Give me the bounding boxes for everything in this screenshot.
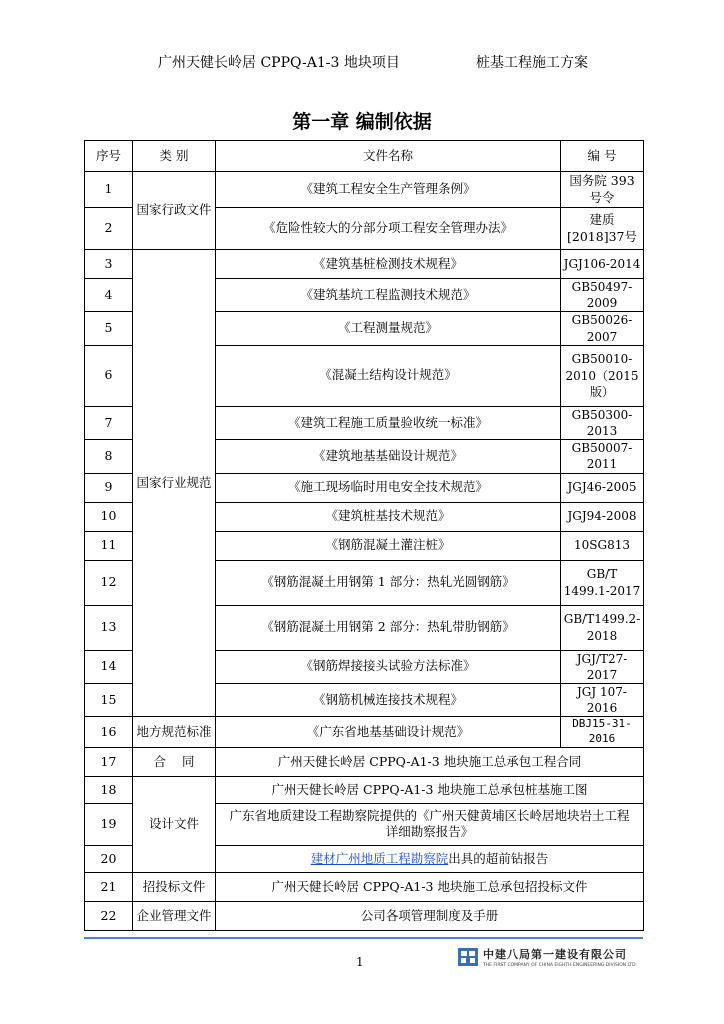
category-cell: 设计文件 — [133, 776, 216, 872]
row-no: 22 — [85, 901, 133, 930]
table-row — [85, 901, 644, 930]
row-code: JGJ94-2008 — [561, 502, 644, 531]
basis-table — [84, 140, 644, 931]
row-no: 3 — [85, 250, 133, 279]
row-name: 《工程测量规范》 — [216, 312, 561, 345]
row-no: 13 — [85, 605, 133, 650]
company-name: 中建八局第一建设有限公司 — [483, 948, 627, 961]
row-name: 广州天健长岭居 CPPQ-A1-3 地块施工总承包工程合同 — [216, 747, 644, 776]
row-name: 《钢筋混凝土用钢第 1 部分：热轧光圆钢筋》 — [216, 560, 561, 605]
chapter-title: 第一章 编制依据 — [292, 111, 432, 133]
row-no: 1 — [85, 172, 133, 208]
category-cell: 合 同 — [133, 747, 216, 776]
row-code: GB50026-2007 — [561, 312, 644, 345]
page-number: 1 — [356, 955, 364, 969]
row-name: 《混凝土结构设计规范》 — [216, 345, 561, 406]
table-row — [85, 747, 644, 776]
table-row — [85, 872, 644, 901]
row-code: GB/T 1499.1-2017 — [561, 560, 644, 605]
row-no: 7 — [85, 406, 133, 439]
row-name: 广州天健长岭居 CPPQ-A1-3 地块施工总承包桩基施工图 — [216, 776, 644, 803]
header-doc-name: 桩基工程施工方案 — [476, 55, 588, 71]
header-project: 广州天健长岭居 CPPQ-A1-3 地块项目 — [158, 55, 400, 71]
row-code: 国务院 393 号令 — [561, 172, 644, 208]
row-no: 20 — [85, 845, 133, 872]
row-code: 建质[2018]37号 — [561, 208, 644, 250]
table-row — [85, 250, 644, 279]
row-no: 17 — [85, 747, 133, 776]
header-document-name: 文件名称 — [216, 141, 561, 172]
page-header — [0, 52, 724, 76]
row-no: 5 — [85, 312, 133, 345]
category-cell: 国家行政文件 — [133, 172, 216, 250]
category-cell: 招投标文件 — [133, 872, 216, 901]
row-name: 《建筑工程安全生产管理条例》 — [216, 172, 561, 208]
row-no: 9 — [85, 473, 133, 502]
row-name: 《钢筋机械连接技术规程》 — [216, 683, 561, 716]
row-name: 广东省地质建设工程勘察院提供的《广州天健黄埔区长岭居地块岩土工程详细勘察报告》 — [216, 803, 644, 845]
row-name: 广州天健长岭居 CPPQ-A1-3 地块施工总承包招投标文件 — [216, 872, 644, 901]
row-no: 12 — [85, 560, 133, 605]
header-category: 类 别 — [133, 141, 216, 172]
row-name: 《建筑基桩检测技术规程》 — [216, 250, 561, 279]
row-name-rest: 出具的超前钻报告 — [448, 850, 549, 866]
table-row — [85, 172, 644, 208]
row-no: 19 — [85, 803, 133, 845]
category-cell: 企业管理文件 — [133, 901, 216, 930]
row-no: 8 — [85, 440, 133, 473]
row-name: 《建筑基坑工程监测技术规范》 — [216, 279, 561, 312]
row-name: 《建筑地基基础设计规范》 — [216, 440, 561, 473]
category-cell: 地方规范标准 — [133, 717, 216, 748]
row-no: 4 — [85, 279, 133, 312]
category-cell: 国家行业规范 — [133, 250, 216, 717]
row-no: 14 — [85, 650, 133, 683]
row-no: 2 — [85, 208, 133, 250]
row-name: 《施工现场临时用电安全技术规范》 — [216, 473, 561, 502]
row-code: 10SG813 — [561, 531, 644, 560]
row-name: 《危险性较大的分部分项工程安全管理办法》 — [216, 208, 561, 250]
row-name: 《广东省地基基础设计规范》 — [216, 717, 561, 748]
row-name — [216, 845, 644, 872]
header-no: 序号 — [85, 141, 133, 172]
row-no: 21 — [85, 872, 133, 901]
row-no: 15 — [85, 683, 133, 716]
table-row — [85, 717, 644, 748]
row-name: 《建筑桩基技术规范》 — [216, 502, 561, 531]
row-code: GB50007-2011 — [561, 440, 644, 473]
row-name: 《建筑工程施工质量验收统一标准》 — [216, 406, 561, 439]
header-code: 编 号 — [561, 141, 644, 172]
table-row — [85, 776, 644, 803]
row-name: 《钢筋混凝土用钢第 2 部分：热轧带肋钢筋》 — [216, 605, 561, 650]
row-code: GB50497-2009 — [561, 279, 644, 312]
row-no: 16 — [85, 717, 133, 748]
footer-divider — [84, 937, 643, 939]
row-code: JGJ106-2014 — [561, 250, 644, 279]
row-code: GB50300-2013 — [561, 406, 644, 439]
row-code: GB/T1499.2-2018 — [561, 605, 644, 650]
row-code: DBJ15-31-2016 — [561, 717, 644, 748]
row-name: 公司各项管理制度及手册 — [216, 901, 644, 930]
company-name-en: THE FIRST COMPANY OF CHINA EIGHTH ENGINEERING DIVISION LTD — [483, 963, 636, 968]
company-brand — [458, 946, 636, 968]
cscec-logo-icon — [458, 948, 478, 966]
row-no: 6 — [85, 345, 133, 406]
row-code: JGJ 107-2016 — [561, 683, 644, 716]
survey-institute-link[interactable]: 建材广州地质工程勘察院 — [310, 850, 449, 866]
row-no: 10 — [85, 502, 133, 531]
row-name: 《钢筋焊接接头试验方法标准》 — [216, 650, 561, 683]
row-name: 《钢筋混凝土灌注桩》 — [216, 531, 561, 560]
row-code: GB50010-2010（2015版） — [561, 345, 644, 406]
row-code: JGJ/T27-2017 — [561, 650, 644, 683]
row-code: JGJ46-2005 — [561, 473, 644, 502]
row-no: 18 — [85, 776, 133, 803]
table-header-row — [85, 141, 644, 172]
row-no: 11 — [85, 531, 133, 560]
